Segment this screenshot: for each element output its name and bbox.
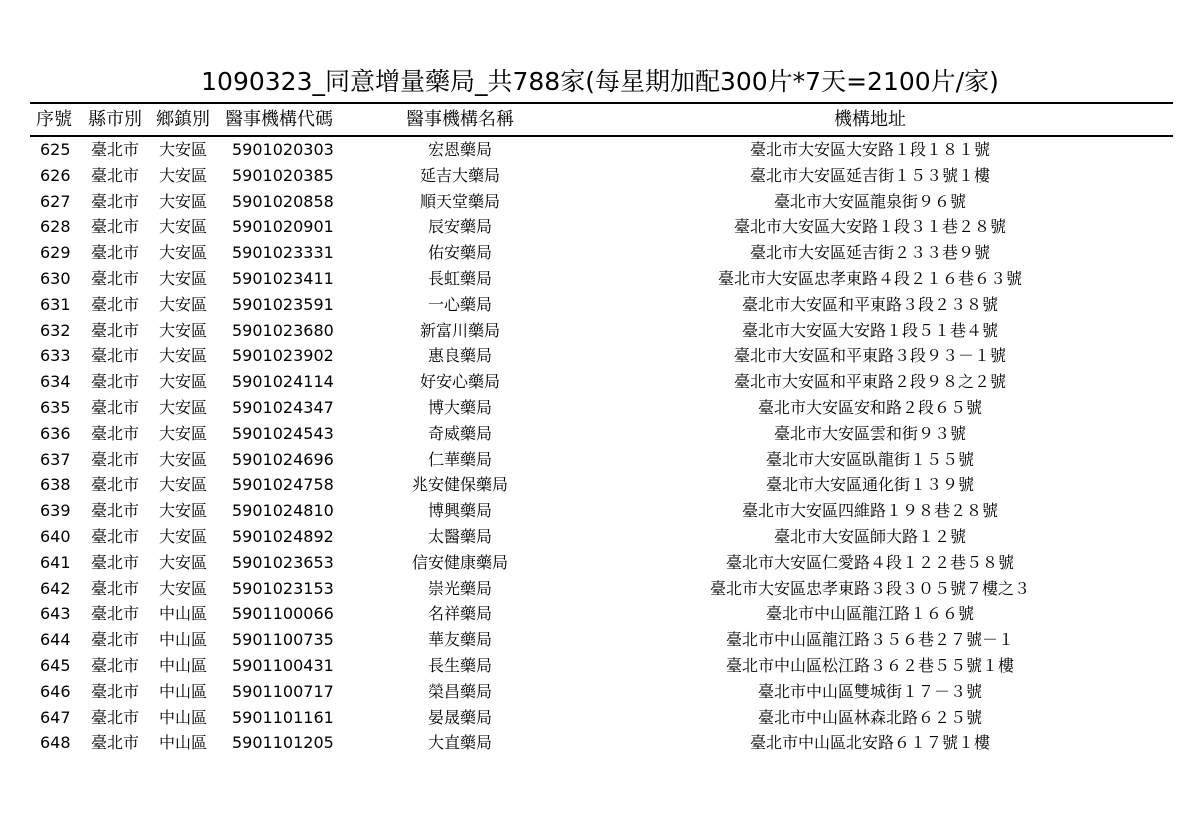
cell-name: 辰安藥局 [427, 217, 492, 237]
table-row [0, 576, 1200, 602]
cell-address: 臺北市大安區忠孝東路４段２１６巷６３號 [717, 269, 1022, 288]
cell-city: 臺北市 [91, 398, 140, 417]
cell-seq: 629 [40, 243, 71, 263]
header-seq: 序號 [36, 109, 72, 130]
cell-code: 5901023680 [232, 320, 334, 340]
cell-name: 宏恩藥局 [427, 140, 492, 159]
header-town: 鄉鎮別 [156, 109, 210, 130]
cell-seq: 638 [40, 475, 71, 495]
cell-town: 大安區 [159, 527, 208, 546]
cell-address: 臺北市大安區安和路２段６５號 [757, 398, 982, 417]
cell-code: 5901023411 [232, 269, 334, 288]
cell-code: 5901024114 [232, 372, 334, 392]
cell-name: 好安心藥局 [419, 372, 500, 392]
table-row [0, 137, 1200, 163]
cell-code: 5901020858 [232, 191, 334, 211]
cell-address: 臺北市中山區北安路６１７號１樓 [749, 733, 990, 753]
cell-address: 臺北市大安區雲和街９３號 [773, 423, 966, 443]
cell-town: 大安區 [159, 449, 208, 469]
cell-address: 臺北市中山區林森北路６２５號 [757, 707, 982, 727]
cell-name: 博興藥局 [427, 501, 492, 521]
cell-city: 臺北市 [91, 346, 140, 366]
cell-seq: 633 [40, 346, 71, 366]
cell-town: 中山區 [159, 604, 208, 624]
cell-name: 仁華藥局 [427, 449, 492, 469]
table-row [0, 705, 1200, 731]
cell-code: 5901024543 [232, 423, 334, 443]
cell-address: 臺北市中山區龍江路１６６號 [765, 604, 974, 624]
cell-name: 奇威藥局 [427, 423, 492, 443]
cell-town: 大安區 [159, 165, 208, 185]
header-top-rule [30, 102, 1173, 104]
cell-name: 崇光藥局 [427, 578, 492, 598]
cell-seq: 625 [40, 140, 71, 159]
cell-seq: 631 [40, 294, 71, 314]
cell-city: 臺北市 [91, 217, 140, 237]
cell-city: 臺北市 [91, 140, 140, 159]
cell-name: 兆安健保藥局 [411, 475, 508, 495]
cell-code: 5901024892 [232, 527, 334, 546]
cell-address: 臺北市大安區和平東路３段９３－１號 [733, 346, 1006, 366]
table-row [0, 318, 1200, 344]
cell-town: 中山區 [159, 733, 208, 753]
table-row [0, 240, 1200, 266]
cell-code: 5901023902 [232, 346, 334, 366]
cell-town: 中山區 [159, 681, 208, 701]
table-row [0, 395, 1200, 421]
header-name: 醫事機構名稱 [406, 109, 514, 130]
cell-code: 5901100066 [232, 604, 334, 624]
cell-name: 長虹藥局 [427, 269, 492, 288]
cell-town: 中山區 [159, 656, 208, 675]
cell-name: 名祥藥局 [427, 604, 492, 624]
cell-code: 5901020385 [232, 165, 334, 185]
cell-town: 中山區 [159, 707, 208, 727]
cell-city: 臺北市 [91, 243, 140, 263]
cell-address: 臺北市大安區師大路１２號 [773, 527, 966, 546]
cell-address: 臺北市大安區忠孝東路３段３０５號７樓之３ [709, 578, 1030, 598]
table-row [0, 498, 1200, 524]
cell-code: 5901024696 [232, 449, 334, 469]
cell-seq: 646 [40, 681, 71, 701]
header-city: 縣市別 [88, 109, 142, 130]
cell-code: 5901101161 [232, 707, 334, 727]
cell-seq: 635 [40, 398, 71, 417]
table-row [0, 447, 1200, 473]
table-row [0, 214, 1200, 240]
cell-town: 大安區 [159, 423, 208, 443]
cell-seq: 636 [40, 423, 71, 443]
cell-seq: 627 [40, 191, 71, 211]
cell-name: 大直藥局 [427, 733, 492, 753]
table-row [0, 421, 1200, 447]
cell-address: 臺北市大安區和平東路３段２３８號 [741, 294, 998, 314]
cell-town: 大安區 [159, 294, 208, 314]
cell-seq: 632 [40, 320, 71, 340]
cell-seq: 641 [40, 552, 71, 572]
cell-seq: 645 [40, 656, 71, 675]
cell-code: 5901100431 [232, 656, 334, 675]
cell-town: 大安區 [159, 140, 208, 159]
table-row [0, 653, 1200, 679]
cell-seq: 640 [40, 527, 71, 546]
cell-town: 大安區 [159, 501, 208, 521]
cell-city: 臺北市 [91, 681, 140, 701]
cell-code: 5901023591 [232, 294, 334, 314]
cell-city: 臺北市 [91, 501, 140, 521]
cell-address: 臺北市大安區龍泉街９６號 [773, 191, 966, 211]
table-row [0, 472, 1200, 498]
cell-town: 大安區 [159, 320, 208, 340]
cell-seq: 634 [40, 372, 71, 392]
cell-code: 5901100717 [232, 681, 334, 701]
cell-seq: 648 [40, 733, 71, 753]
table-row [0, 266, 1200, 292]
cell-city: 臺北市 [91, 630, 140, 650]
cell-city: 臺北市 [91, 191, 140, 211]
table-row [0, 627, 1200, 653]
cell-city: 臺北市 [91, 552, 140, 572]
cell-city: 臺北市 [91, 656, 140, 675]
cell-town: 大安區 [159, 269, 208, 288]
cell-town: 大安區 [159, 191, 208, 211]
cell-code: 5901020901 [232, 217, 334, 237]
cell-city: 臺北市 [91, 294, 140, 314]
cell-name: 惠良藥局 [427, 346, 492, 366]
cell-code: 5901024758 [232, 475, 334, 495]
cell-town: 大安區 [159, 398, 208, 417]
table-row [0, 524, 1200, 550]
cell-seq: 639 [40, 501, 71, 521]
cell-city: 臺北市 [91, 475, 140, 495]
cell-code: 5901023331 [232, 243, 334, 263]
cell-code: 5901023653 [232, 552, 334, 572]
cell-city: 臺北市 [91, 578, 140, 598]
cell-name: 太醫藥局 [427, 527, 492, 546]
cell-code: 5901101205 [232, 733, 334, 753]
cell-seq: 628 [40, 217, 71, 237]
cell-name: 佑安藥局 [427, 243, 492, 263]
cell-code: 5901100735 [232, 630, 334, 650]
cell-address: 臺北市大安區四維路１９８巷２８號 [741, 501, 998, 521]
cell-name: 信安健康藥局 [411, 552, 508, 572]
cell-code: 5901023153 [232, 578, 334, 598]
table-row [0, 679, 1200, 705]
cell-address: 臺北市大安區大安路１段１８１號 [749, 140, 990, 159]
cell-address: 臺北市大安區臥龍街１５５號 [765, 449, 974, 469]
cell-seq: 647 [40, 707, 71, 727]
table-row [0, 292, 1200, 318]
table-row [0, 189, 1200, 215]
cell-name: 華友藥局 [427, 630, 492, 650]
cell-name: 晏晟藥局 [427, 707, 492, 727]
cell-town: 大安區 [159, 475, 208, 495]
cell-town: 大安區 [159, 578, 208, 598]
cell-code: 5901024810 [232, 501, 334, 521]
cell-city: 臺北市 [91, 449, 140, 469]
cell-city: 臺北市 [91, 733, 140, 753]
cell-seq: 644 [40, 630, 71, 650]
cell-city: 臺北市 [91, 423, 140, 443]
cell-seq: 643 [40, 604, 71, 624]
cell-seq: 626 [40, 165, 71, 185]
cell-name: 順天堂藥局 [419, 191, 500, 211]
cell-address: 臺北市大安區大安路１段５１巷４號 [741, 320, 998, 340]
cell-town: 大安區 [159, 552, 208, 572]
cell-address: 臺北市大安區大安路１段３１巷２８號 [733, 217, 1006, 237]
document-title: 1090323_同意增量藥局_共788家(每星期加配300片*7天=2100片/家) [201, 67, 999, 96]
cell-address: 臺北市大安區仁愛路４段１２２巷５８號 [725, 552, 1014, 572]
cell-city: 臺北市 [91, 269, 140, 288]
cell-address: 臺北市中山區龍江路３５６巷２７號－１ [725, 630, 1014, 650]
cell-code: 5901020303 [232, 140, 334, 159]
cell-seq: 630 [40, 269, 71, 288]
cell-address: 臺北市大安區延吉街２３３巷９號 [749, 243, 990, 263]
cell-address: 臺北市中山區松江路３６２巷５５號１樓 [725, 656, 1014, 675]
table-row [0, 550, 1200, 576]
cell-town: 大安區 [159, 372, 208, 392]
cell-town: 大安區 [159, 243, 208, 263]
cell-name: 長生藥局 [427, 656, 492, 675]
table-row [0, 343, 1200, 369]
cell-town: 大安區 [159, 346, 208, 366]
cell-city: 臺北市 [91, 165, 140, 185]
table-row [0, 163, 1200, 189]
cell-city: 臺北市 [91, 707, 140, 727]
cell-address: 臺北市中山區雙城街１７－３號 [757, 681, 982, 701]
cell-city: 臺北市 [91, 604, 140, 624]
cell-town: 大安區 [159, 217, 208, 237]
cell-name: 延吉大藥局 [419, 165, 500, 185]
cell-name: 一心藥局 [427, 294, 492, 314]
header-code: 醫事機構代碼 [225, 109, 333, 130]
cell-address: 臺北市大安區和平東路２段９８之２號 [733, 372, 1006, 392]
cell-name: 榮昌藥局 [427, 681, 492, 701]
cell-seq: 642 [40, 578, 71, 598]
header-address: 機構地址 [834, 109, 906, 130]
cell-town: 中山區 [159, 630, 208, 650]
table-row [0, 369, 1200, 395]
cell-city: 臺北市 [91, 372, 140, 392]
cell-city: 臺北市 [91, 320, 140, 340]
table-row [0, 601, 1200, 627]
cell-code: 5901024347 [232, 398, 334, 417]
cell-seq: 637 [40, 449, 71, 469]
table-row [0, 730, 1200, 756]
cell-address: 臺北市大安區延吉街１５３號１樓 [749, 165, 990, 185]
cell-name: 博大藥局 [427, 398, 492, 417]
cell-address: 臺北市大安區通化街１３９號 [765, 475, 974, 495]
cell-city: 臺北市 [91, 527, 140, 546]
cell-name: 新富川藥局 [419, 320, 500, 340]
